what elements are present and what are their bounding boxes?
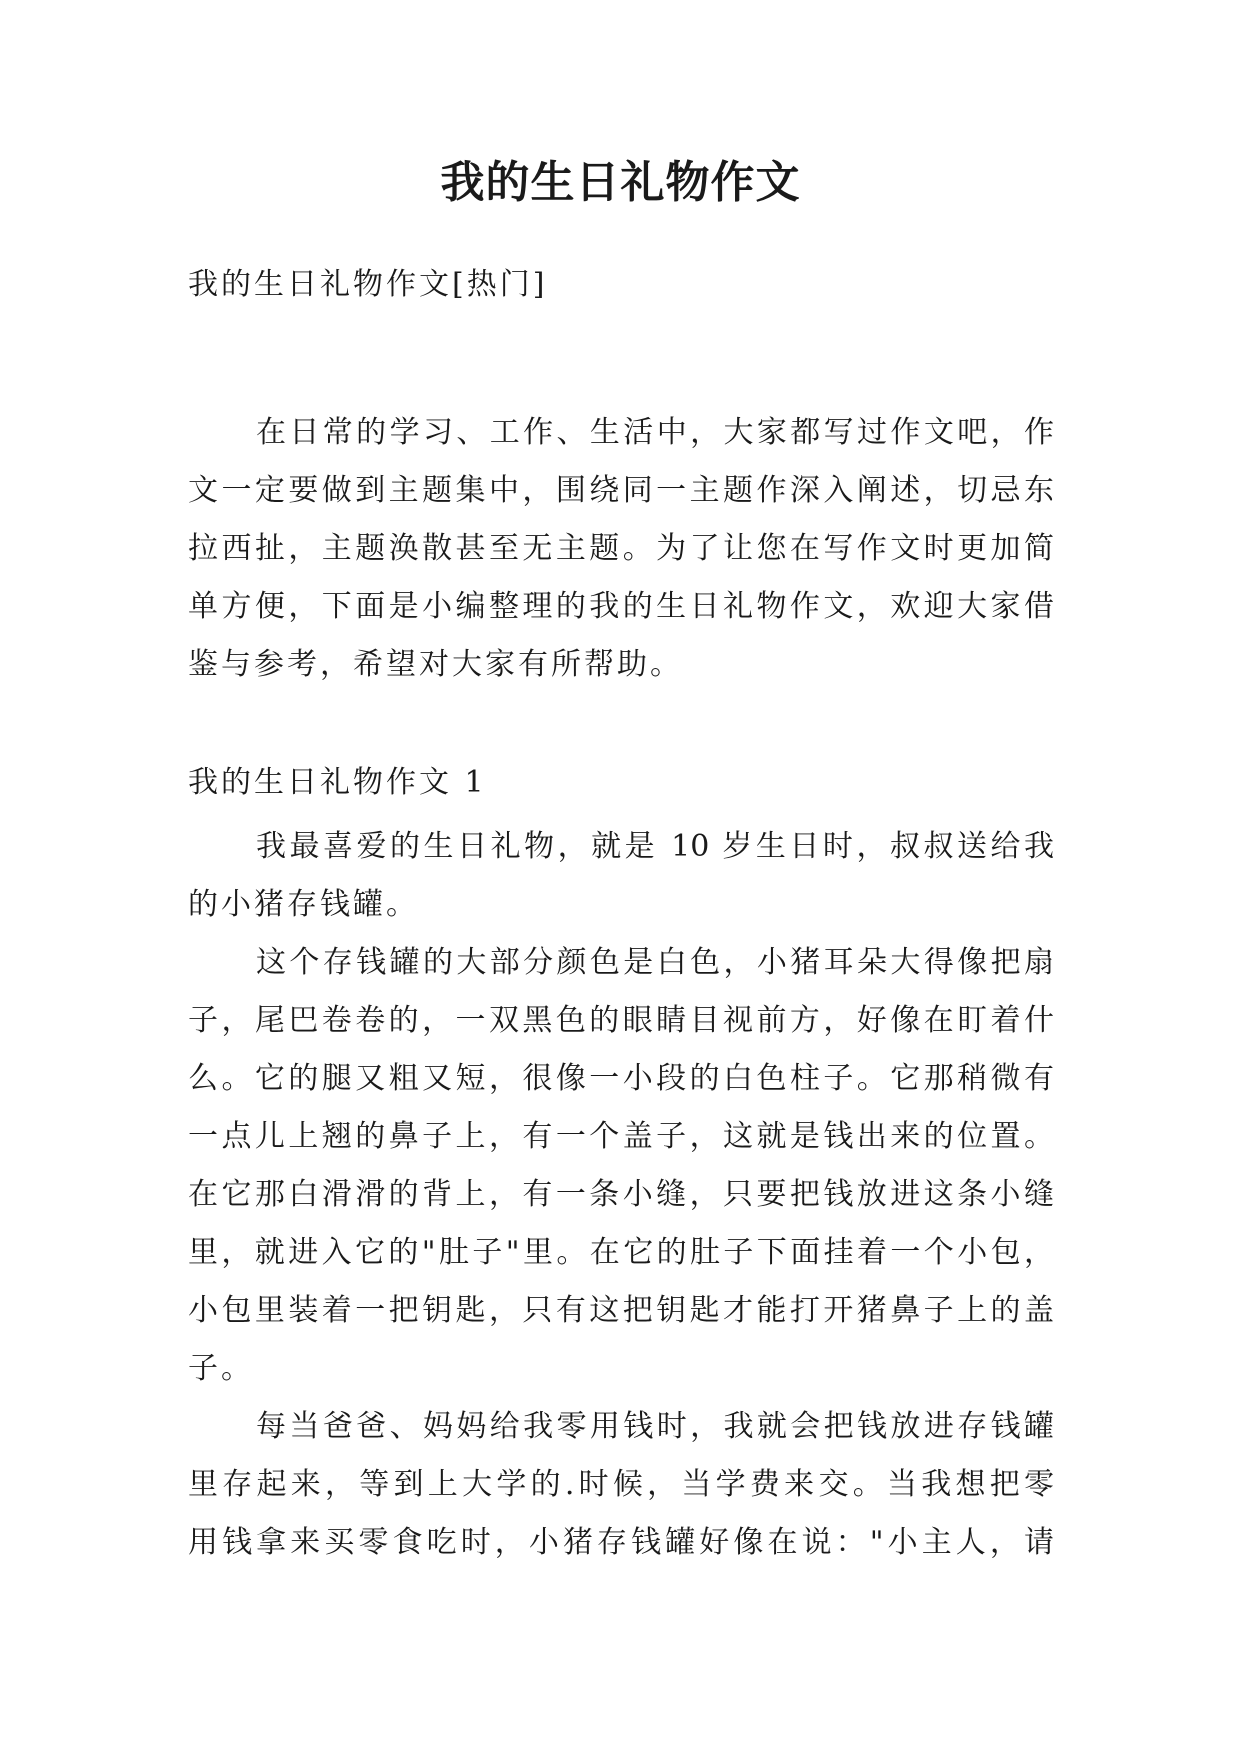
paragraph-line: 一点儿上翘的鼻子上，有一个盖子，这就是钱出来的位置。 xyxy=(188,1119,1054,1154)
paragraph-line: 的小猪存钱罐。 xyxy=(188,887,419,922)
paragraph-line: 每当爸爸、妈妈给我零用钱时，我就会把钱放进存钱罐 xyxy=(256,1409,1054,1444)
paragraph-line: 里，就进入它的"肚子"里。在它的肚子下面挂着一个小包， xyxy=(188,1235,1054,1270)
paragraph-line: 用钱拿来买零食吃时，小猪存钱罐好像在说："小主人，请 xyxy=(188,1525,1054,1560)
intro-line: 鉴与参考，希望对大家有所帮助。 xyxy=(188,647,683,682)
intro-line: 文一定要做到主题集中，围绕同一主题作深入阐述，切忌东 xyxy=(188,473,1054,508)
section-heading: 我的生日礼物作文 1 xyxy=(188,765,487,800)
paragraph-line: 小包里装着一把钥匙，只有这把钥匙才能打开猪鼻子上的盖 xyxy=(188,1293,1054,1328)
document-subtitle: 我的生日礼物作文[热门] xyxy=(188,267,548,302)
intro-line: 拉西扯，主题涣散甚至无主题。为了让您在写作文时更加简 xyxy=(188,531,1054,566)
paragraph-line: 里存起来，等到上大学的.时候，当学费来交。当我想把零 xyxy=(188,1467,1054,1502)
essay-paragraph-3 xyxy=(188,1398,1054,1572)
intro-line: 在日常的学习、工作、生活中，大家都写过作文吧，作 xyxy=(256,415,1054,450)
paragraph-line: 子，尾巴卷卷的，一双黑色的眼睛目视前方，好像在盯着什 xyxy=(188,1003,1054,1038)
intro-line: 单方便，下面是小编整理的我的生日礼物作文，欢迎大家借 xyxy=(188,589,1054,624)
paragraph-line: 子。 xyxy=(188,1351,254,1386)
paragraph-line: 在它那白滑滑的背上，有一条小缝，只要把钱放进这条小缝 xyxy=(188,1177,1054,1212)
document-title: 我的生日礼物作文 xyxy=(440,157,801,208)
paragraph-line: 这个存钱罐的大部分颜色是白色，小猪耳朵大得像把扇 xyxy=(256,945,1054,980)
paragraph-line: 我最喜爱的生日礼物，就是 10 岁生日时，叔叔送给我 xyxy=(256,829,1054,864)
essay-paragraph-1 xyxy=(188,818,1054,934)
intro-paragraph xyxy=(188,404,1054,694)
essay-paragraph-2 xyxy=(188,934,1054,1398)
paragraph-line: 么。它的腿又粗又短，很像一小段的白色柱子。它那稍微有 xyxy=(188,1061,1054,1096)
